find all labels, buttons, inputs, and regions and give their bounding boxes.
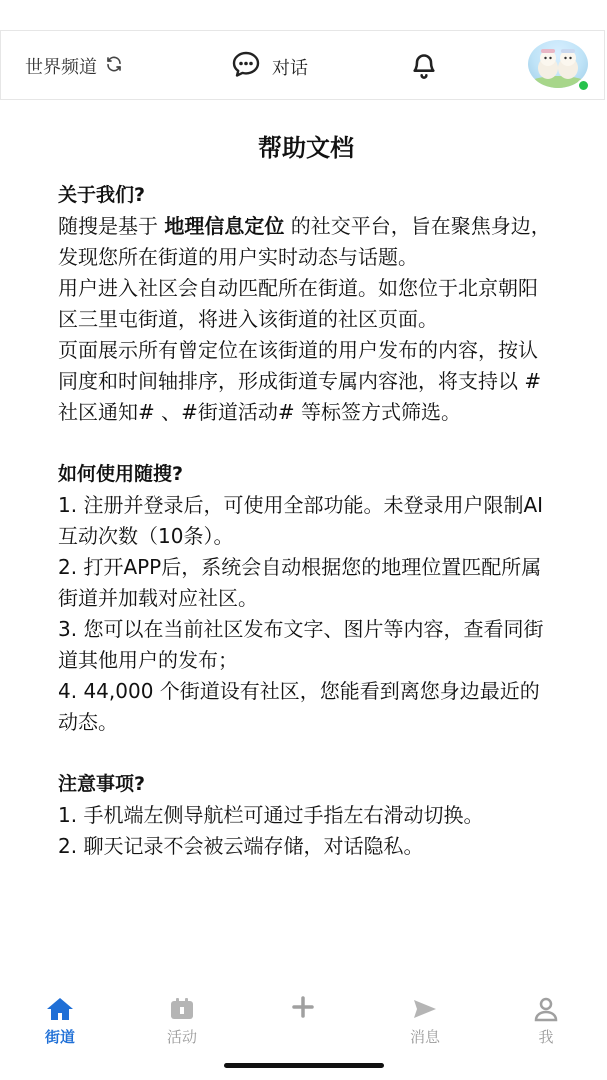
- plus-icon: [263, 994, 343, 1020]
- about-highlight: 地理信息定位: [164, 214, 285, 238]
- refresh-icon: [105, 55, 123, 78]
- tab-messages[interactable]: [385, 996, 465, 1047]
- top-bar: [0, 30, 605, 100]
- chat-label: 对话: [272, 57, 308, 79]
- notification-bell-icon[interactable]: [410, 52, 438, 84]
- tab-street-label: 街道: [44, 1028, 75, 1046]
- help-doc-scroll-area[interactable]: [0, 128, 607, 970]
- notes-item-2: 2. 聊天记录不会被云端存储，对话隐私。: [58, 834, 424, 858]
- about-paragraph-1: 随搜是基于 地理信息定位 的社交平台，旨在聚焦身边，发现您所在街道的用户实时动态与话题。: [58, 214, 551, 269]
- page-title: 帮助文档: [258, 134, 354, 162]
- notes-heading: 注意事项?: [58, 773, 146, 795]
- howto-item-4: 4. 44,000 个街道设有社区，您能看到离您身边最近的动态。: [58, 679, 540, 734]
- world-channel-label: 世界频道: [25, 57, 97, 78]
- chat-button[interactable]: [232, 51, 308, 82]
- tab-me-label: 我: [538, 1028, 554, 1046]
- notes-item-1: 1. 手机端左侧导航栏可通过手指左右滑动切换。: [58, 803, 484, 827]
- about-paragraph-3: 页面展示所有曾定位在该街道的用户发布的内容，按认同度和时间轴排序，形成街道专属内容池，将支持以 #社区通知# 、#街道活动# 等标签方式筛选。: [58, 338, 542, 424]
- activity-calendar-icon: [142, 996, 222, 1022]
- send-arrow-icon: [385, 996, 465, 1022]
- chat-bubble-icon: [232, 51, 260, 82]
- about-heading: 关于我们?: [58, 184, 146, 206]
- howto-heading: 如何使用随搜?: [58, 463, 184, 485]
- howto-item-3: 3. 您可以在当前社区发布文字、图片等内容，查看同街道其他用户的发布；: [58, 617, 544, 672]
- help-doc: [58, 128, 554, 862]
- tab-post[interactable]: [263, 994, 343, 1024]
- user-profile-icon: [506, 996, 586, 1022]
- about-paragraph-2: 用户进入社区会自动匹配所在街道。如您位于北京朝阳区三里屯街道，将进入该街道的社区页面。: [58, 276, 538, 331]
- home-indicator: [224, 1063, 384, 1068]
- tab-activity[interactable]: [142, 996, 222, 1047]
- home-icon: [20, 996, 100, 1022]
- tab-me[interactable]: [506, 996, 586, 1047]
- world-channel-switch[interactable]: [25, 53, 123, 79]
- tab-messages-label: 消息: [409, 1028, 440, 1046]
- tab-street[interactable]: [20, 996, 100, 1047]
- tab-activity-label: 活动: [166, 1028, 197, 1046]
- online-status-dot: [577, 79, 590, 92]
- howto-item-2: 2. 打开APP后，系统会自动根据您的地理位置匹配所属街道并加载对应社区。: [58, 555, 542, 610]
- howto-item-1: 1. 注册并登录后，可使用全部功能。未登录用户限制AI互动次数（10条）。: [58, 493, 544, 548]
